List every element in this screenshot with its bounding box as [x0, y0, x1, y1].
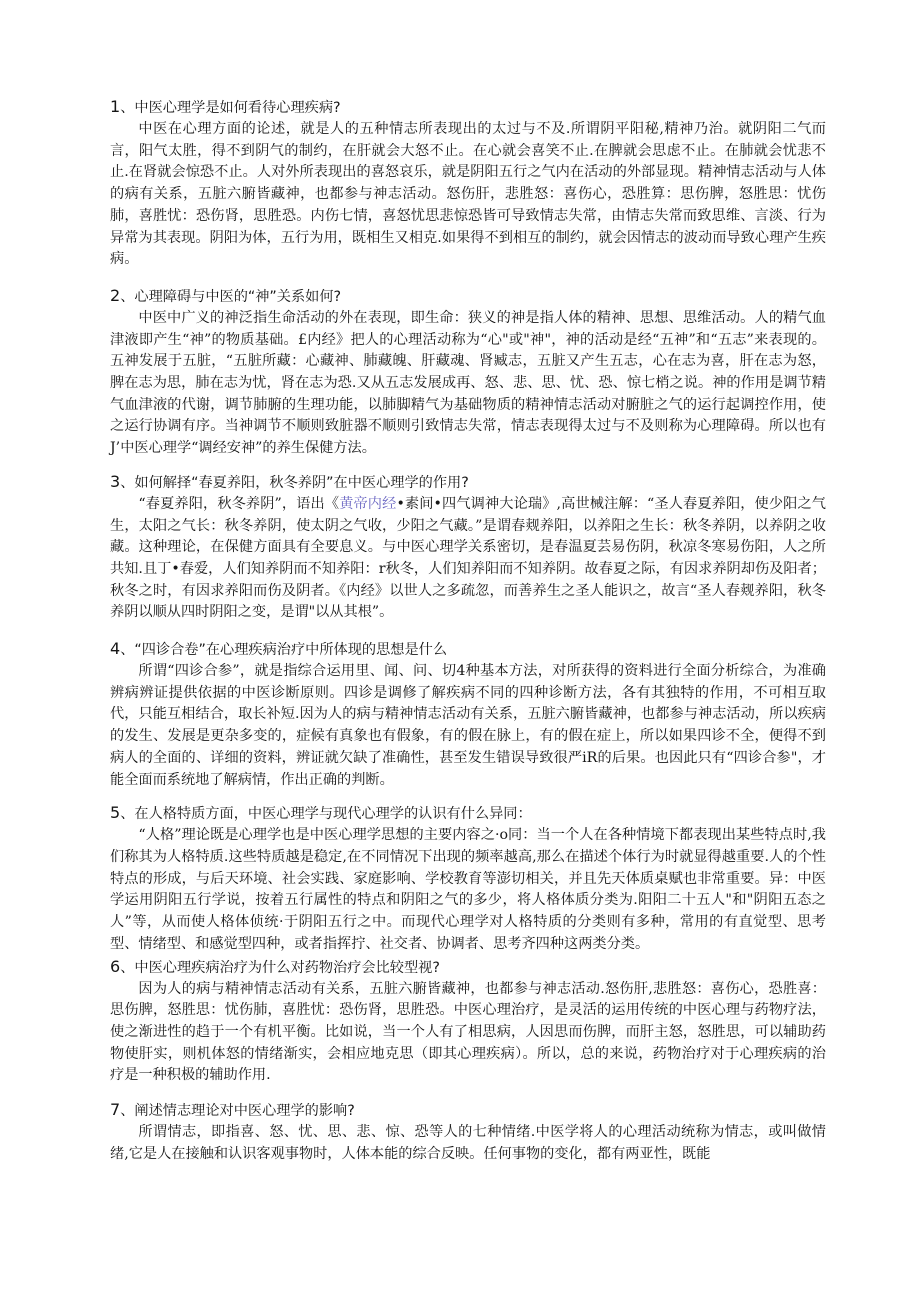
question-section-5 [110, 802, 826, 955]
question-heading [110, 638, 826, 661]
question-number: 4 [110, 639, 121, 659]
answer-text-rest: •素间•四气调神大论瑞》,高世械注解：“圣人春夏养阳，使少阳之气生，太阳之气长：秋冬养阴，使太阴之气收，少阳之气藏。”是谓春觌养阳，以养阳之生长：秋冬养阴，以养阴之收藏。这种理论，在保健方面具有全要息义。与中医心理学关系密切，是春温夏芸易伤阴，秋凉冬寒易伤阳，人之所共知.且丁•春爱，人们知养阴而不知养阳：r秋冬，人们知养阳而不知养阴。故春夏之际，有因求养阴却伤及阳者；秋冬之时，有因求养阳而伤及阴者。《内经》以世人之多疏忽，而善养生之圣人能识之，故言“圣人春觌养阳，秋冬养阴以顺从四时阴阳之变，是谓"以从其根”。 [110, 495, 826, 621]
question-section-2 [110, 285, 826, 460]
answer-paragraph: 中医在心理方面的论述，就是人的五种情志所表现出的太过与不及.所谓阴平阳秘,精神乃治。就阴阳二气而言，阳气太胜，得不到阴气的制约，在肝就会大怒不止。在心就会喜笑不止.在脾就会思虑不止。在肺就会忧悲不止.在肾就会惊恐不止。人对外所表现出的喜怒哀乐，就是阴阳五行之气内在活动的外部显现。精神情志活动与人体的病有关系，五脏六腑皆藏神，也都参与神志活动。怒伤肝，悲胜怒：喜伤心，恐胜算：思伤脾，怒胜思：忧伤肺，喜胜忧：恐伤肾，思胜恐。内伤七情，喜怒忧思悲惊恐皆可导致情志失常，由情志失常而致思维、言淡、行为异常为其表现。阴阳为体，五行为用，既相生又相克.如果得不到相互的制约，就会因情志的波动而导致心理产生疾病。 [110, 121, 826, 268]
question-section-6 [110, 956, 826, 1088]
answer-paragraph: 中医中广义的神泛指生命活动的外在表现，即生命：狭义的神是指人体的精神、思想、思维活动。人的精气血津液即产生“神”的物质基础。£内经》把人的心理活动称为“心"或"神"，神的活动是经“五神”和“五志”来表现的。五神发展于五脏，“五脏所藏：心藏神、肺藏魄、肝藏魂、肾臧志，五脏又产生五志，心在志为喜，肝在志为怒，脾在志为思，肺在志为忧，肾在志为恐.又从五志发展成再、怒、悲、思、忧、恐、惊七梢之说。神的作用是调节精气血津液的代谢，调节肺腑的生理功能，以肺脚精气为基础物质的精神情志活动对腑脏之气的运行起调控作用，使之运行协调有序。当神调节不顺则致脏器不顺则引致情志失常，情志表现得太过与不及则称为心理障碍。所以也有J’中医心理学“调经安神”的养生保健方法。 [110, 309, 826, 457]
question-number: 1 [110, 97, 121, 116]
question-heading [110, 96, 826, 119]
question-title: 、“四诊合卷”在心理疾病治疗中所体现的思想是什么 [120, 642, 448, 659]
answer-paragraph: 所谓情志，即指喜、怒、忧、思、悲、惊、恐等人的七种情绪.中医学将人的心理活动统称为情志，或叫做情绪,它是人在接触和认识客观事物时，人体本能的综合反映。任何事物的变化，都有两亚性，既能 [110, 1124, 826, 1162]
document-page [110, 96, 826, 1165]
answer-text-start: “春夏养阳，秋冬养阴”，语出《 [138, 495, 340, 512]
answer-paragraph [110, 494, 826, 624]
question-heading [110, 471, 826, 494]
question-heading [110, 1099, 826, 1122]
question-section-7 [110, 1099, 826, 1165]
question-heading [110, 285, 826, 308]
question-title: 、如何解择“春夏养阳，秋冬养阴”在中医心理学的作用? [120, 474, 469, 491]
question-number: 6 [110, 956, 121, 976]
question-section-1 [110, 96, 826, 271]
question-title: 、中医心理疾病治疗为什么对药物治疗会比较型视? [120, 959, 440, 976]
question-title: 、阐述情志理论对中医心理学的影响? [120, 1103, 355, 1120]
question-heading [110, 802, 826, 825]
question-title: 、心理障碍与中医的“神”关系如何? [120, 288, 342, 305]
question-number: 7 [110, 1100, 121, 1120]
answer-paragraph: 因为人的病与精神情志活动有关系，五脏六腑皆藏神，也都参与神志活动.怒伤肝,悲胜怒：喜伤心，恐胜喜：思伤脾，怒胜思：忧伤肺，喜胜忧：恐伤肾，思胜恐。中医心理治疗，是灵活的运用传统的中医心理与药物疗法，使之渐进性的趋于一个有机平衡。比如说，当一个人有了相思病，人因思而伤脾，而肝主怒，怒胜思，可以辅助药物使肝实，则机体怒的情绪渐实，会相应地克思（即其心理疾病）。所以，总的来说，药物治疗对于心理疾病的治疗是一种积极的辅助作用. [110, 980, 826, 1084]
question-number: 2 [110, 285, 121, 305]
answer-paragraph: 所谓“四诊合参”，就是指综合运用里、闻、问、切4种基本方法，对所获得的资料进行全面分析综合，为准确辨病辨证提供依据的中医诊断原则。四诊是调修了解疾病不同的四种诊断方法，各有其独特的作用，不可相互取代，只能互相结合，取长补短.因为人的病与精神情志活动有关系，五脏六腑皆藏神，也都参与神志活动，所以疾病的发生、发展是更杂多变的，症候有真象也有假象，有的假在脉上，有的假在症上，所以如果四诊不全，便得不到病人的全面的、详细的资料，辨证就欠缺了准确性，甚至发生错误导致很严iR的后果。也因此只有“四诊合参"，才能全面而系统地了解病情，作出正确的判断。 [110, 663, 826, 788]
question-title: 、中医心理学是如何看待心理疾病? [120, 100, 341, 116]
answer-paragraph: “人格”理论既是心理学也是中医心理学思想的主要内容之·o同：当一个人在各种情境下都表现出某些特点时,我们称其为人格特质.这些特质越是稳定,在不同情况下出现的频率越高,那么在描述个体行为时就显得越重要.人的个性特点的形成，与后天环境、社会实践、家庭影响、学校教育等澎切相关，并且先天体质桌赋也非常重要。异：中医学运用阴阳五行学说，按着五行属性的特点和阴阳之气的多少，将人格体质分类为.阳阳二十五人"和"阴阳五态之人”等，从而使人格体侦统·于阴阳五行之中。而现代心理学对人格特质的分类则有多种，常用的有直觉型、思考型、情绪型、和感觉型四种，或者指挥拧、社交者、协调者、思考齐四种这两类分类。 [110, 827, 826, 952]
question-number: 5 [110, 803, 121, 823]
question-number: 3 [110, 471, 121, 491]
question-section-3 [110, 471, 826, 624]
book-title-link[interactable]: 黄帝内经 [339, 495, 397, 512]
question-title: 、在人格特质方面，中医心理学与现代心理学的认识有什么异同： [120, 806, 532, 823]
question-heading [110, 956, 826, 979]
question-section-4 [110, 638, 826, 791]
